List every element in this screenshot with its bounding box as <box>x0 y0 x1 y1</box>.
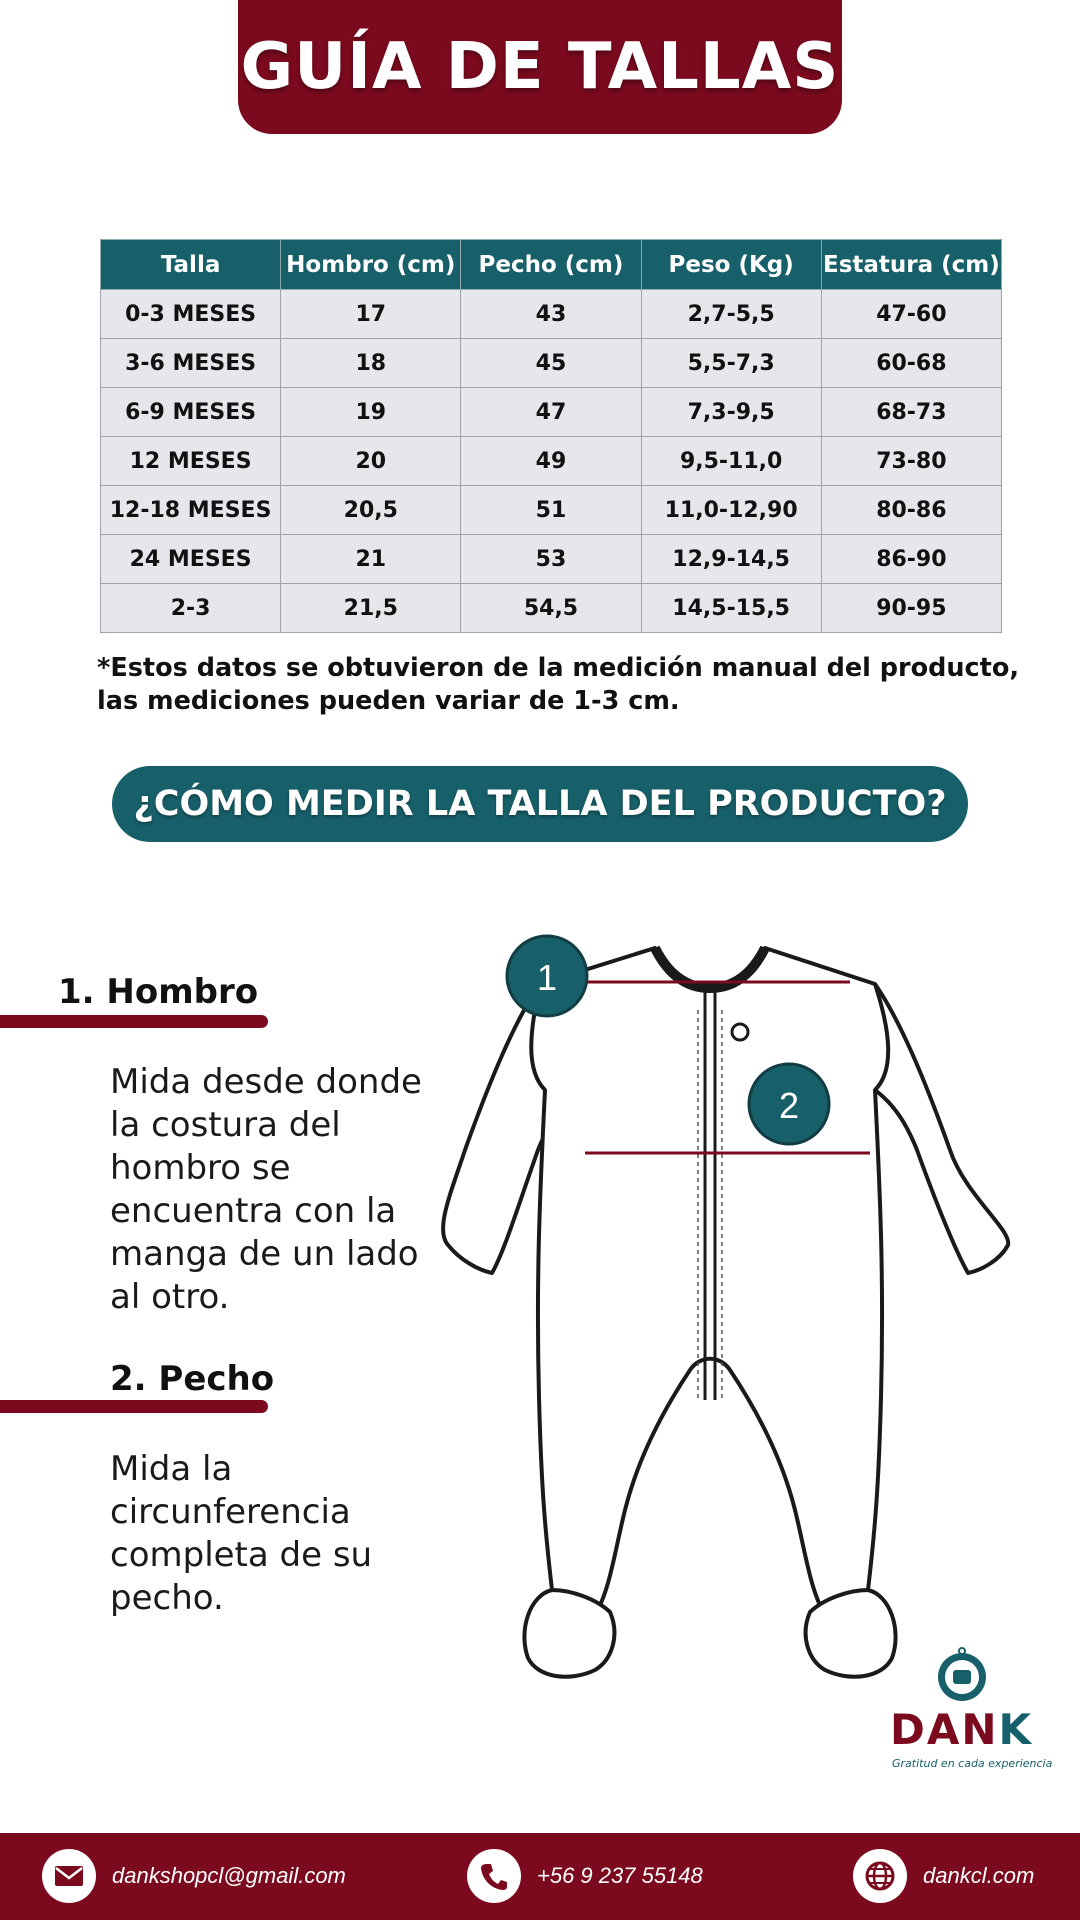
body-line: manga de un lado <box>110 1234 419 1274</box>
table-cell: 53 <box>461 535 641 584</box>
table-cell: 6-9 MESES <box>101 388 281 437</box>
how-to-title: ¿CÓMO MEDIR LA TALLA DEL PRODUCTO? <box>133 784 947 824</box>
table-cell: 21 <box>281 535 461 584</box>
header-estatura: Estatura (cm) <box>821 240 1001 290</box>
table-cell: 68-73 <box>821 388 1001 437</box>
body-line: pecho. <box>110 1578 224 1618</box>
contact-email-text: dankshopcl@gmail.com <box>112 1863 346 1888</box>
table-cell: 73-80 <box>821 437 1001 486</box>
header-peso: Peso (Kg) <box>641 240 821 290</box>
brand-tagline: Gratitud en cada experiencia <box>892 1757 1053 1770</box>
table-cell: 14,5-15,5 <box>641 584 821 633</box>
note-line-2: las mediciones pueden variar de 1-3 cm. <box>97 686 680 716</box>
table-cell: 43 <box>461 290 641 339</box>
marker-2-label: 2 <box>778 1085 800 1126</box>
body-line: circunferencia <box>110 1492 351 1532</box>
table-row <box>101 339 1002 388</box>
table-cell: 80-86 <box>821 486 1001 535</box>
section-body-pecho <box>110 1448 372 1620</box>
header-pecho: Pecho (cm) <box>461 240 641 290</box>
table-cell: 9,5-11,0 <box>641 437 821 486</box>
table-cell: 7,3-9,5 <box>641 388 821 437</box>
footer <box>0 1833 1080 1920</box>
table-cell: 0-3 MESES <box>101 290 281 339</box>
left-foot <box>524 1590 614 1677</box>
table-cell: 19 <box>281 388 461 437</box>
brand-name <box>890 1705 1033 1754</box>
table-cell: 47-60 <box>821 290 1001 339</box>
body-line: Mida desde donde <box>110 1062 422 1102</box>
section-body-hombro <box>110 1061 422 1319</box>
table-cell: 24 MESES <box>101 535 281 584</box>
contact-web[interactable] <box>853 1847 1034 1905</box>
table-row <box>101 584 1002 633</box>
table-cell: 12,9-14,5 <box>641 535 821 584</box>
right-sleeve <box>875 984 1008 1273</box>
table-row <box>101 290 1002 339</box>
section-title-hombro: 1. Hombro <box>58 972 259 1012</box>
table-cell: 11,0-12,90 <box>641 486 821 535</box>
contact-phone[interactable] <box>467 1847 703 1905</box>
body-line: hombro se <box>110 1148 291 1188</box>
phone-icon <box>467 1849 521 1903</box>
how-to-banner <box>112 766 968 842</box>
zipper-pull <box>732 1024 748 1040</box>
table-cell: 60-68 <box>821 339 1001 388</box>
table-row <box>101 388 1002 437</box>
table-cell: 3-6 MESES <box>101 339 281 388</box>
table-cell: 17 <box>281 290 461 339</box>
page-title: GUÍA DE TALLAS <box>240 30 840 104</box>
section-underline <box>0 1400 268 1413</box>
table-cell: 20 <box>281 437 461 486</box>
table-row <box>101 535 1002 584</box>
body-line: Mida la <box>110 1449 233 1489</box>
marker-1-label: 1 <box>536 957 558 998</box>
contact-web-text: dankcl.com <box>923 1863 1035 1888</box>
note-line-1: *Estos datos se obtuvieron de la medición manual del producto, <box>97 653 1020 683</box>
contact-phone-text: +56 9 237 55148 <box>537 1863 703 1888</box>
table-cell: 12 MESES <box>101 437 281 486</box>
table-cell: 86-90 <box>821 535 1001 584</box>
onesie-body <box>531 948 888 1618</box>
table-cell: 20,5 <box>281 486 461 535</box>
table-cell: 45 <box>461 339 641 388</box>
body-line: encuentra con la <box>110 1191 397 1231</box>
table-cell: 47 <box>461 388 641 437</box>
logo-icon <box>932 1645 992 1705</box>
size-table <box>100 239 1002 633</box>
body-line: al otro. <box>110 1277 230 1317</box>
measurement-note <box>97 652 1037 718</box>
table-cell: 49 <box>461 437 641 486</box>
onesie-illustration <box>420 930 1020 1700</box>
body-line: la costura del <box>110 1105 341 1145</box>
header-talla: Talla <box>101 240 281 290</box>
title-banner <box>238 0 842 134</box>
table-cell: 21,5 <box>281 584 461 633</box>
table-header-row <box>101 240 1002 290</box>
table-cell: 2-3 <box>101 584 281 633</box>
table-row <box>101 437 1002 486</box>
table-cell: 18 <box>281 339 461 388</box>
table-cell: 90-95 <box>821 584 1001 633</box>
mail-icon <box>42 1849 96 1903</box>
brand-name-k: K <box>998 1705 1034 1754</box>
section-title-pecho: 2. Pecho <box>110 1359 275 1399</box>
section-underline <box>0 1015 268 1028</box>
table-cell: 5,5-7,3 <box>641 339 821 388</box>
brand-logo <box>880 1645 1053 1770</box>
contact-email[interactable] <box>42 1847 346 1905</box>
globe-icon <box>853 1849 907 1903</box>
body-line: completa de su <box>110 1535 373 1575</box>
header-hombro: Hombro (cm) <box>281 240 461 290</box>
brand-name-main: DAN <box>890 1705 999 1754</box>
table-cell: 2,7-5,5 <box>641 290 821 339</box>
table-cell: 12-18 MESES <box>101 486 281 535</box>
table-cell: 54,5 <box>461 584 641 633</box>
table-row <box>101 486 1002 535</box>
table-cell: 51 <box>461 486 641 535</box>
